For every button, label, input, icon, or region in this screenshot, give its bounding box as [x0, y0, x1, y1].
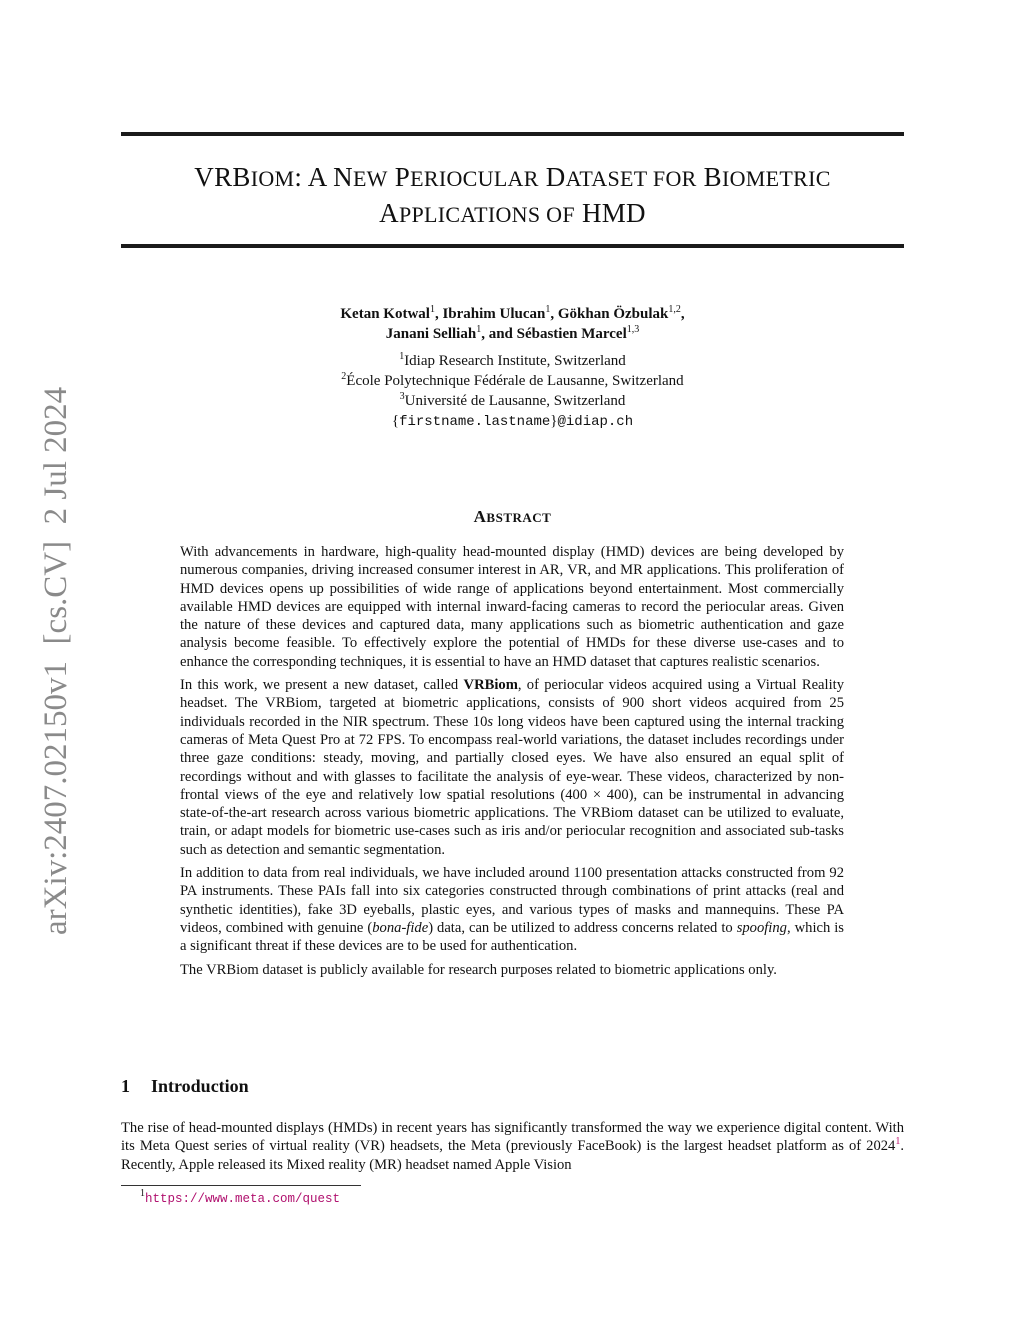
affiliation-item: $^3$Université de Lausanne, Switzerland — [399, 391, 626, 409]
author-email: {firstname.lastname}@idiap.ch — [391, 413, 634, 430]
section-heading-introduction: 1 Introduction — [121, 1076, 249, 1096]
paper-title: VRBIOM: A NEW PERIOCULAR DATASET FOR BIOMETRIC APPLICATIONS OF HMD — [194, 162, 831, 228]
footnote-ref[interactable]: 1 — [895, 1136, 901, 1148]
abstract-paragraph: The VRBiom dataset is publicly available for research purposes related to biometric applications only. — [180, 961, 777, 978]
affiliation-item: $^2$École Polytechnique Fédérale de Lausanne, Switzerland — [341, 371, 684, 389]
abstract-heading: ABSTRACT — [473, 507, 552, 526]
intro-paragraph: The rise of head-mounted displays (HMDs) in recent years has significantly transformed the way we experience digital content. With its Meta Quest series of virtual reality (VR) headsets, the Meta (previously FaceBook) is the largest headset platform as of 2024$^1$. Recently, Apple released its Mixed reality (MR) headset named Apple Vision — [121, 1120, 904, 1173]
abstract-paragraph: In addition to data from real individuals, we have included around 1100 presentation attacks constructed from 92 PA instruments. These PAIs fall into six categories constructed through combinations of print attacks (real and synthetic identities), fake 3D eyeballs, plastic eyes, and various types of masks and mannequins. These PA videos, combined with genuine (bona-fide) data, can be utilized to address concerns related to spoofing, which is a significant threat if these devices are to be used for authentication. — [180, 865, 844, 955]
title-rule-bottom — [121, 244, 904, 248]
footnote-rule — [121, 1185, 361, 1186]
abstract-paragraph: In this work, we present a new dataset, called VRBiom, of periocular videos acquired using a Virtual Reality headset. The VRBiom, targeted at biometric applications, consists of 900 short videos acquired from 25 individuals recorded in the NIR spectrum. These 10s long videos have been captured using the internal tracking cameras of Meta Quest Pro at 72 FPS. To encompass real-world variations, the dataset includes recordings under three gaze conditions: steady, moving, and partially closed eyes. We have also ensured an equal split of recordings without and with glasses to facilitate the analysis of eye-wear. These videos, characterized by non-frontal views of the eye and relatively low spatial resolutions (400 × 400), can be instrumental in advancing state-of-the-art research across various biometric applications. The VRBiom dataset can be utilized to evaluate, train, or adapt models for biometric use-cases such as iris and/or periocular recognition and associated sub-tasks such as detection and semantic segmentation. — [180, 677, 844, 858]
footnote: $^1$https://www.meta.com/quest — [140, 1188, 341, 1206]
introduction-body — [121, 1119, 904, 1174]
author-list: Ketan Kotwal$^1$, Ibrahim Ulucan$^1$, Gökhan Özbulak$^{1,2}$, Janani Selliah$^1$, and Sébastien Marcel$^{1,3}$ — [340, 304, 685, 342]
abstract-body — [180, 543, 844, 984]
arxiv-stamp: arXiv:2407.02150v1 [cs.CV] 2 Jul 2024 — [38, 386, 74, 935]
affiliation-item: $^1$Idiap Research Institute, Switzerland — [399, 351, 626, 369]
footnote-link[interactable]: https://www.meta.com/quest — [145, 1192, 341, 1206]
affiliations — [121, 351, 904, 432]
abstract-paragraph: With advancements in hardware, high-quality head-mounted display (HMD) devices are being developed by numerous companies, driving increased consumer interest in AR, VR, and MR applications. This proliferation of HMD devices opens up possibilities of wide range of applications beyond entertainment. Most commercially available HMD devices are equipped with internal inward-facing cameras to record the periocular areas. Given the nature of these devices and captured data, many applications such as biometric authentication and gaze analysis become feasible. To effectively explore the potential of HMDs for these diverse use-cases and to enhance the corresponding techniques, it is essential to have an HMD dataset that captures realistic scenarios. — [180, 544, 844, 670]
title-rule-top — [121, 132, 904, 136]
